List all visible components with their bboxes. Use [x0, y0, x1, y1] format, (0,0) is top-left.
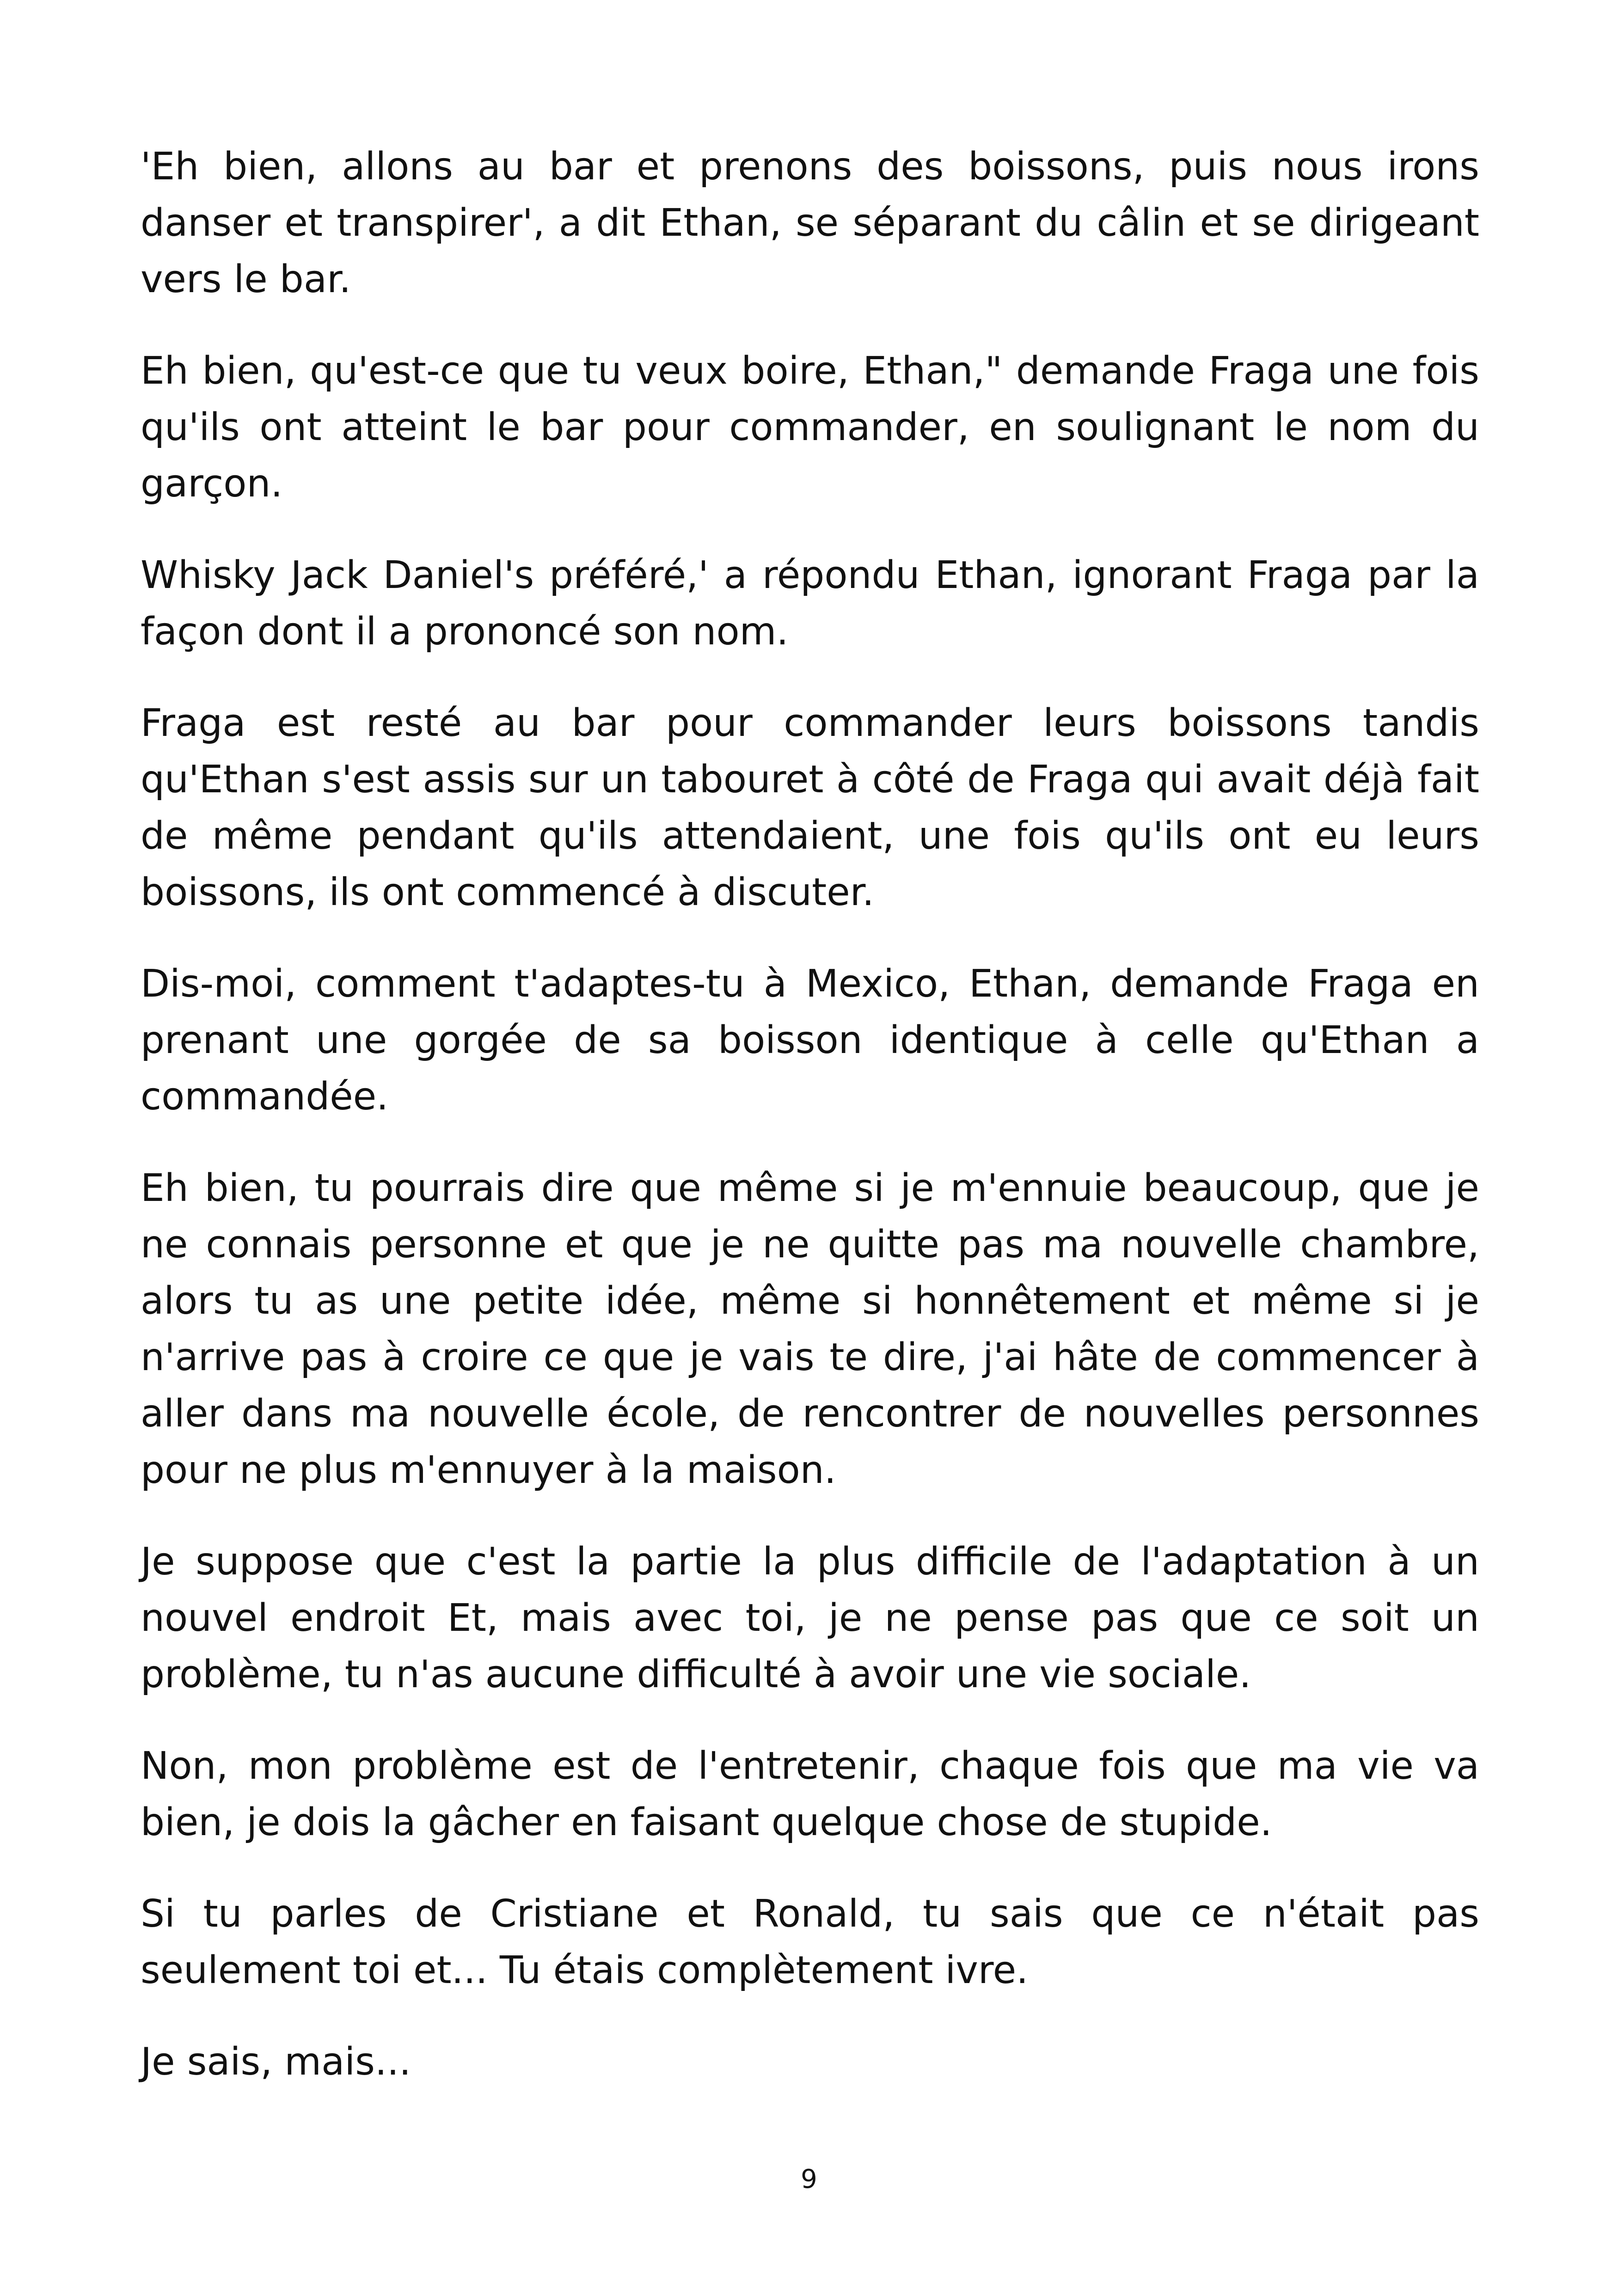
- page-number: 9: [801, 2164, 817, 2194]
- paragraph: Si tu parles de Cristiane et Ronald, tu sais que ce n'était pas seulement toi et... Tu étais complètement ivre.: [141, 1892, 1479, 1992]
- paragraph: Dis-moi, comment t'adaptes-tu à Mexico, Ethan, demande Fraga en prenant une gorgée de sa boisson identique à celle qu'Ethan a commandée.: [141, 962, 1479, 1119]
- paragraph: 'Eh bien, allons au bar et prenons des boissons, puis nous irons danser et transpirer', a dit Ethan, se séparant du câlin et se dirigeant vers le bar.: [141, 145, 1479, 301]
- paragraph: Eh bien, qu'est-ce que tu veux boire, Ethan," demande Fraga une fois qu'ils ont atteint le bar pour commander, en soulignant le nom du garçon.: [141, 349, 1479, 506]
- paragraph: Fraga est resté au bar pour commander leurs boissons tandis qu'Ethan s'est assis sur un tabouret à côté de Fraga qui avait déjà fait de même pendant qu'ils attendaient, une fois qu'ils ont eu leurs boissons, ils ont commencé à discuter.: [141, 701, 1479, 914]
- body-text: [141, 139, 1479, 2125]
- paragraph: Je sais, mais...: [141, 2040, 411, 2084]
- paragraph: Whisky Jack Daniel's préféré,' a répondu Ethan, ignorant Fraga par la façon dont il a prononcé son nom.: [141, 553, 1479, 654]
- paragraph: Je suppose que c'est la partie la plus difficile de l'adaptation à un nouvel endroit Et, mais avec toi, je ne pense pas que ce soit un problème, tu n'as aucune difficulté à avoir une vie sociale.: [141, 1540, 1479, 1696]
- paragraph: Non, mon problème est de l'entretenir, chaque fois que ma vie va bien, je dois la gâcher en faisant quelque chose de stupide.: [141, 1744, 1479, 1844]
- paragraph: Eh bien, tu pourrais dire que même si je m'ennuie beaucoup, que je ne connais personne et que je ne quitte pas ma nouvelle chambre, alors tu as une petite idée, même si honnêtement et même si je n'arrive pas à croire ce que je vais te dire, j'ai hâte de commencer à aller dans ma nouvelle école, de rencontrer de nouvelles personnes pour ne plus m'ennuyer à la maison.: [141, 1166, 1479, 1492]
